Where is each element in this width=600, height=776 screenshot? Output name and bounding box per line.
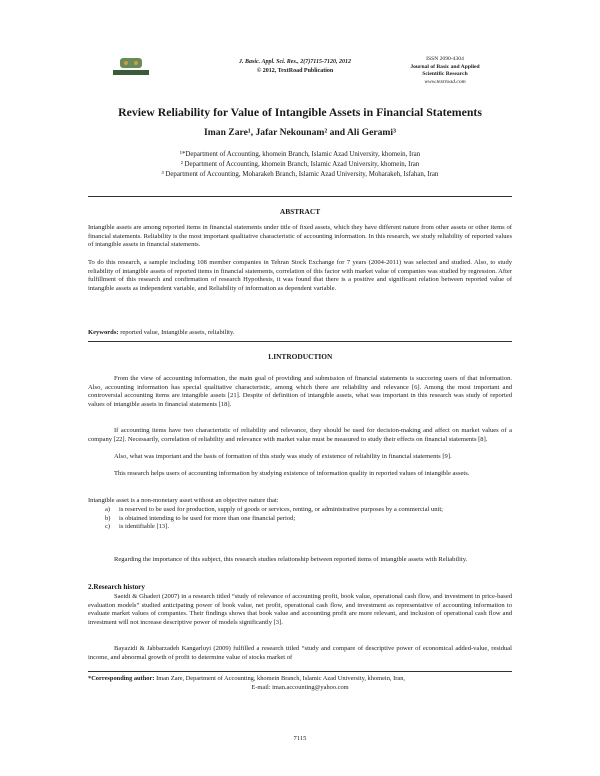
abstract-heading: ABSTRACT	[279, 207, 321, 216]
definition-list	[105, 506, 512, 532]
publisher-line: © 2012, TextRoad Publication	[256, 68, 334, 74]
history-paragraph-1: Saeidi & Ghaderi (2007) in a research titled “study of relevance of accounting profit, book value, operational cash flow, and investment in price-based evaluation models” studied anticipating power of book value, net profit, operational cash flow, and investment as representative of accounting information to evaluate market values of companies. Their findings shows that book value and accounting profit are more relevant, and inclusion of operational cash flow and investment will not increase descriptive power of models significantly [3].	[88, 593, 512, 627]
intro-paragraph-4: This research helps users of accounting information by studying existence of information quality in reported values of intangible assets.	[114, 470, 470, 477]
journal-info	[385, 56, 505, 86]
abstract-bottom-rule	[88, 341, 512, 342]
footnote-label: *Corresponding author:	[88, 675, 155, 682]
intro-paragraph-1: From the view of accounting information, the main goal of providing and submission of financial statements is succoring users of that information. Also, accounting information has special qualitative characteristic, among which there are reliability and relevance [6]. Among the most important and controversial accounting items are intangible assets [21]. Despite of definition of intangible assets, what was important in this research was study of reported values of intangible assets in financial statements [18].	[88, 375, 512, 409]
list-text: is obtained intending to be used for more than one financial period;	[119, 514, 296, 522]
abstract-paragraph-1: Intangible assets are among reported items in financial statements under title of fixed assets, which they have different nature from other assets or other items of financial statements. Reliability is the most important qualitative characteristic of accounting information. In this research, we study reliability of reported values of intangible assets in financial statements.	[88, 224, 512, 249]
research-history-heading: 2.Research history	[88, 583, 145, 591]
publisher-logo	[112, 56, 150, 78]
issn: ISSN 2090-4304	[426, 56, 464, 62]
list-item	[105, 515, 512, 524]
keywords-text: reported value, Intangible assets, reliability.	[118, 329, 235, 336]
journal-name-line1: Journal of Basic and Applied	[410, 63, 480, 70]
abstract-top-rule	[88, 196, 512, 197]
journal-name-line2: Scientific Research	[422, 71, 468, 78]
list-marker: b)	[105, 514, 111, 522]
footnote-email[interactable]: E-mail: iman.accounting@yahoo.com	[251, 684, 349, 691]
intro-paragraph-2: If accounting items have two characteristic of reliability and relevance, they should be used for decision-making and affect on market values of a company [22]. Necessarily, correlation of reliability and relevance with market value must be measured to study their effects on financial statements [8].	[88, 427, 512, 443]
list-item	[105, 506, 512, 515]
journal-website[interactable]: www.textroad.com	[424, 78, 466, 85]
list-text: is reserved to be used for production, supply of goods or services, renting, or administrative purposes by a commercial unit;	[119, 506, 443, 513]
list-text: is identifiable [13].	[119, 523, 169, 531]
paper-title: Review Reliability for Value of Intangible Assets in Financial Statements	[118, 105, 482, 119]
author-list: Iman Zare¹, Jafar Nekounam² and Ali Gerami³	[204, 127, 396, 138]
intro-paragraph-6: Regarding the importance of this subject, this research studies relationship between reported items of intangible assets with Reliability.	[114, 556, 468, 563]
journal-citation: J. Basic. Appl. Sci. Res., 2(7)7115-7120, 2012	[239, 59, 351, 65]
list-item	[105, 523, 512, 532]
keywords-line	[88, 329, 512, 338]
footnote-rule	[88, 671, 512, 672]
affiliation-1: ¹*Department of Accounting, khomein Branch, Islamic Azad University, khomein, Iran	[179, 151, 421, 158]
corresponding-author-footnote	[88, 675, 512, 683]
list-marker: a)	[105, 506, 111, 513]
keywords-label: Keywords:	[88, 329, 119, 336]
history-paragraph-2: Bayazidi & Jabbarzadeh Kangarluyi (2009) fulfilled a research titled “study and compare of descriptive power of economical added-value, residual income, and abnormal growth of profit to determine value of stocks market of	[88, 645, 512, 661]
page-number: 7115	[293, 735, 307, 742]
abstract-paragraph-2: To do this research, a sample including 108 member companies in Tehran Stock Exchange for 7 years (2004-2011) was selected and studied. Also, to study reliability of intangible assets of reported items in financial statements, correlation of this factor with market value of companies was studied by regression. After fulfillment of this research and confirmation of research Hypothesis, it was found that there is a positive and significant relation between reported value of intangible assets as independent variable, and Reliability of information as dependent variable.	[88, 259, 512, 293]
intro-paragraph-3: Also, what was important and the basis of formation of this study was study of existence of reliability in financial statements [9].	[114, 453, 452, 460]
footnote-text: Iman Zare, Department of Accounting, khomein Branch, Islamic Azad University, khomein, Iran,	[154, 675, 405, 682]
affiliation-2: ² Department of Accounting, khomein Branch, Islamic Azad University, khomein, Iran	[180, 160, 420, 168]
affiliation-3: ³ Department of Accounting, Moharakeh Branch, Islamic Azad University, Moharakeh, Isfahan, Iran	[161, 170, 439, 178]
introduction-heading: 1.INTRODUCTION	[267, 352, 333, 361]
list-marker: c)	[105, 523, 111, 531]
intro-paragraph-5: Intangible asset is a non-monetary asset without an objective nature that:	[88, 497, 279, 504]
affiliations	[60, 150, 540, 179]
